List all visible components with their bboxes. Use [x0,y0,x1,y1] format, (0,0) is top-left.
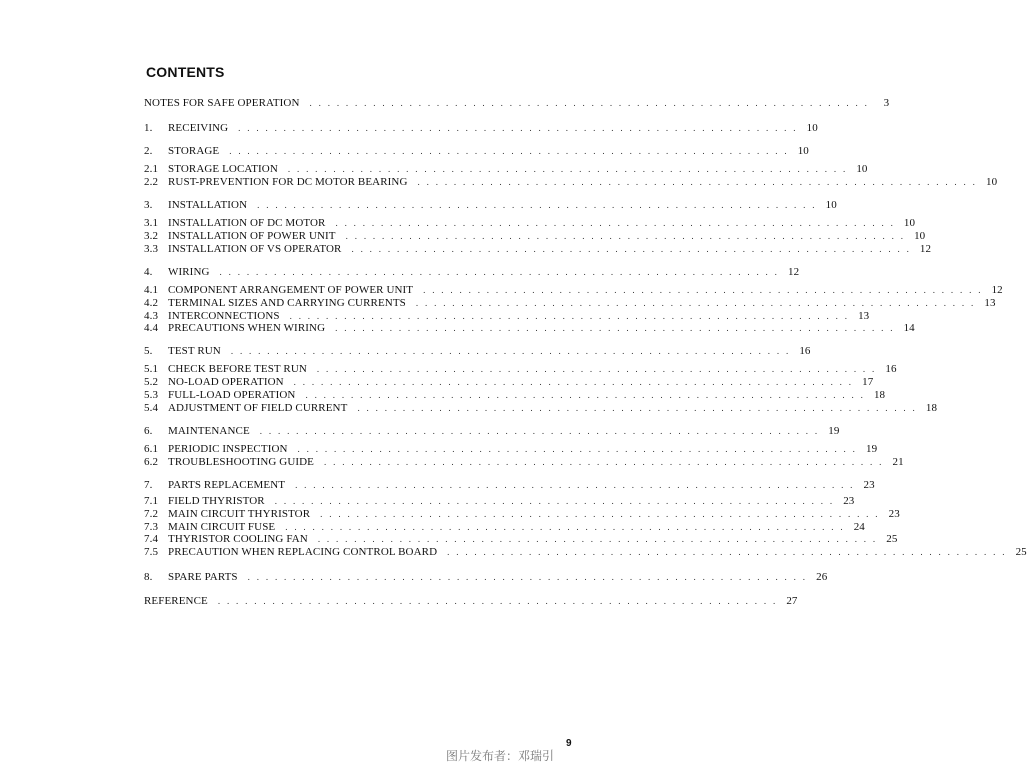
toc-entry-label: STORAGE LOCATION [168,163,278,175]
toc-entry-number: 5.2 [144,376,159,388]
dot-leader: . . . . . . . . . . . . . . . . . . . . . . . . . . . . . . . . . . . . . . . . . . . . . . . . . . . . . . . . . . . . . . [238,123,798,133]
toc-entry-label: INSTALLATION OF VS OPERATOR [168,243,342,255]
toc-entry-number: 5.4 [144,402,159,414]
toc-entry [144,345,811,358]
toc-entry-page: 16 [885,363,897,375]
dot-leader: . . . . . . . . . . . . . . . . . . . . . . . . . . . . . . . . . . . . . . . . . . . . . . . . . . . . . . . . . . . . . . [316,364,877,374]
toc-entry-page: 16 [799,345,811,357]
page-number: 9 [566,738,572,749]
toc-entry-label: INTERCONNECTIONS [168,310,280,322]
toc-entry-label: COMPONENT ARRANGEMENT OF POWER UNIT [168,284,414,296]
toc-entry-number: 7. [144,479,153,491]
toc-entry-number: 5.1 [144,363,159,375]
dot-leader: . . . . . . . . . . . . . . . . . . . . . . . . . . . . . . . . . . . . . . . . . . . . . . . . . . . . . . . . . . . . . . [230,346,791,356]
toc-entry-label: FIELD THYRISTOR [168,495,265,507]
toc-entry-number: 1. [144,122,153,134]
toc-entry-page: 24 [853,521,865,533]
toc-entry [144,533,898,546]
dot-leader: . . . . . . . . . . . . . . . . . . . . . . . . . . . . . . . . . . . . . . . . . . . . . . . . . . . . . . . . . . . . . . [289,311,850,321]
dot-leader: . . . . . . . . . . . . . . . . . . . . . . . . . . . . . . . . . . . . . . . . . . . . . . . . . . . . . . . . . . . . . . [317,534,878,544]
toc-entry-label: FULL-LOAD OPERATION [168,389,296,401]
dot-leader: . . . . . . . . . . . . . . . . . . . . . . . . . . . . . . . . . . . . . . . . . . . . . . . . . . . . . . . . . . . . . . [297,444,858,454]
toc-entry-number: 8. [144,571,153,583]
toc-entry-page: 10 [914,230,926,242]
toc-entry-page: 19 [866,443,878,455]
dot-leader: . . . . . . . . . . . . . . . . . . . . . . . . . . . . . . . . . . . . . . . . . . . . . . . . . . . . . . . . . . . . . . [320,509,880,519]
toc-entry-number: 4.3 [144,310,159,322]
dot-leader: . . . . . . . . . . . . . . . . . . . . . . . . . . . . . . . . . . . . . . . . . . . . . . . . . . . . . . . . . . . . . . [287,164,848,174]
toc-entry-page: 14 [903,322,915,334]
toc-entry [144,176,998,189]
toc-entry-label: CHECK BEFORE TEST RUN [168,363,307,375]
toc-entry [144,122,818,135]
toc-entry-page: 10 [903,217,916,229]
toc-entry-page: 13 [984,297,996,309]
toc-entry-number: 4.1 [144,284,159,296]
toc-entry-page: 10 [985,176,998,188]
toc-entry [144,297,996,310]
toc-entry-label: INSTALLATION OF DC MOTOR [168,217,326,229]
toc-entry [144,199,837,212]
toc-entry [144,217,916,230]
toc-entry [144,363,897,376]
toc-entry-number: 3.1 [144,217,159,229]
dot-leader: . . . . . . . . . . . . . . . . . . . . . . . . . . . . . . . . . . . . . . . . . . . . . . . . . . . . . . . . . . . . . . [295,480,855,490]
toc-entry-page: 17 [862,376,874,388]
toc-entry-label: INSTALLATION OF POWER UNIT [168,230,336,242]
toc-entry-label: PERIODIC INSPECTION [168,443,288,455]
toc-entry-number: 5.3 [144,389,159,401]
toc-entry-page: 10 [797,145,809,157]
dot-leader: . . . . . . . . . . . . . . . . . . . . . . . . . . . . . . . . . . . . . . . . . . . . . . . . . . . . . . . . . . . . . . [229,146,789,156]
toc-entry [144,284,1003,297]
toc-entry-label: MAIN CIRCUIT FUSE [168,521,276,533]
toc-entry [144,495,855,508]
dot-leader: . . . . . . . . . . . . . . . . . . . . . . . . . . . . . . . . . . . . . . . . . . . . . . . . . . . . . . . . . . . . . . [293,377,854,387]
toc-entry-page: 23 [843,495,855,507]
toc-entry-number: 7.5 [144,546,159,558]
toc-entry [144,443,878,456]
toc-entry-number: 4. [144,266,153,278]
toc-entry [144,571,828,584]
toc-entry-number: 2.1 [144,163,159,175]
toc-entry-label: NO-LOAD OPERATION [168,376,284,388]
toc-entry-number: 7.1 [144,495,159,507]
page-title: CONTENTS [146,64,225,80]
dot-leader: . . . . . . . . . . . . . . . . . . . . . . . . . . . . . . . . . . . . . . . . . . . . . . . . . . . . . . . . . . . . . . [335,218,896,228]
toc-entry-page: 21 [892,456,904,468]
toc-entry [144,402,938,415]
dot-leader: . . . . . . . . . . . . . . . . . . . . . . . . . . . . . . . . . . . . . . . . . . . . . . . . . . . . . . . . . . . . . . [324,457,884,467]
toc-entry-page: 23 [863,479,875,491]
toc-entry-number: 7.3 [144,521,159,533]
toc-entry-page: 25 [886,533,898,545]
toc-entry-label: RECEIVING [168,122,229,134]
toc-entry-label: PRECAUTION WHEN REPLACING CONTROL BOARD [168,546,438,558]
toc-entry-label: MAIN CIRCUIT THYRISTOR [168,508,311,520]
toc-entry-label: RUST-PREVENTION FOR DC MOTOR BEARING [168,176,408,188]
toc-entry [144,456,904,469]
dot-leader: . . . . . . . . . . . . . . . . . . . . . . . . . . . . . . . . . . . . . . . . . . . . . . . . . . . . . . . . . . . . . . [345,231,906,241]
toc-entry-page: 26 [816,571,828,583]
toc-entry-page: 12 [919,243,932,255]
dot-leader: . . . . . . . . . . . . . . . . . . . . . . . . . . . . . . . . . . . . . . . . . . . . . . . . . . . . . . . . . . . . . . [417,177,978,187]
toc-entry-label: TERMINAL SIZES AND CARRYING CURRENTS [168,297,406,309]
toc-entry-number: 3. [144,199,153,211]
toc-entry-number: 4.4 [144,322,159,334]
toc-entry [144,595,798,608]
toc-entry-label: MAINTENANCE [168,425,250,437]
dot-leader: . . . . . . . . . . . . . . . . . . . . . . . . . . . . . . . . . . . . . . . . . . . . . . . . . . . . . . . . . . . . . . [274,496,835,506]
toc-entry-page: 10 [825,199,837,211]
toc-entry-number: 4.2 [144,297,159,309]
toc-entry-label: NOTES FOR SAFE OPERATION [144,97,300,109]
toc-entry [144,243,932,256]
toc-entry-label: WIRING [168,266,210,278]
toc-entry-page: 18 [925,402,938,414]
toc-entry [144,376,874,389]
dot-leader: . . . . . . . . . . . . . . . . . . . . . . . . . . . . . . . . . . . . . . . . . . . . . . . . . . . . . . . . . . . . . . [217,596,778,606]
toc-entry-label: TROUBLESHOOTING GUIDE [168,456,315,468]
dot-leader: . . . . . . . . . . . . . . . . . . . . . . . . . . . . . . . . . . . . . . . . . . . . . . . . . . . . . . . . . . . . . . [247,572,808,582]
toc-entry-page: 27 [786,595,798,607]
toc-entry-number: 7.2 [144,508,159,520]
dot-leader: . . . . . . . . . . . . . . . . . . . . . . . . . . . . . . . . . . . . . . . . . . . . . . . . . . . . . . . . . . . . . . [447,547,1007,557]
toc-entry [144,389,886,402]
toc-entry-number: 6.2 [144,456,159,468]
toc-entry-label: ADJUSTMENT OF FIELD CURRENT [168,402,348,414]
toc-entry-page: 10 [806,122,818,134]
toc-entry-page: 3 [883,97,890,109]
dot-leader: . . . . . . . . . . . . . . . . . . . . . . . . . . . . . . . . . . . . . . . . . . . . . . . . . . . . . . . . . . . . . . [309,98,870,108]
dot-leader: . . . . . . . . . . . . . . . . . . . . . . . . . . . . . . . . . . . . . . . . . . . . . . . . . . . . . . . . . . . . . . [259,426,820,436]
toc-entry-page: 23 [888,508,900,520]
toc-entry [144,163,868,176]
toc-entry-label: SPARE PARTS [168,571,238,583]
toc-entry-number: 3.3 [144,243,159,255]
dot-leader: . . . . . . . . . . . . . . . . . . . . . . . . . . . . . . . . . . . . . . . . . . . . . . . . . . . . . . . . . . . . . . [305,390,866,400]
toc-entry-page: 18 [873,389,886,401]
dot-leader: . . . . . . . . . . . . . . . . . . . . . . . . . . . . . . . . . . . . . . . . . . . . . . . . . . . . . . . . . . . . . . [219,267,780,277]
toc-entry-label: STORAGE [168,145,220,157]
toc-entry [144,322,915,335]
toc-entry-label: PRECAUTIONS WHEN WIRING [168,322,326,334]
toc-entry-page: 25 [1015,546,1027,558]
toc-entry-page: 10 [856,163,868,175]
toc-entry-page: 13 [858,310,870,322]
toc-entry-label: INSTALLATION [168,199,248,211]
toc-entry-label: THYRISTOR COOLING FAN [168,533,308,545]
dot-leader: . . . . . . . . . . . . . . . . . . . . . . . . . . . . . . . . . . . . . . . . . . . . . . . . . . . . . . . . . . . . . . [285,522,845,532]
dot-leader: . . . . . . . . . . . . . . . . . . . . . . . . . . . . . . . . . . . . . . . . . . . . . . . . . . . . . . . . . . . . . . [351,244,912,254]
toc-entry-page: 19 [828,425,840,437]
toc-entry-number: 5. [144,345,153,357]
toc-entry [144,230,926,243]
toc-entry-number: 2. [144,145,153,157]
dot-leader: . . . . . . . . . . . . . . . . . . . . . . . . . . . . . . . . . . . . . . . . . . . . . . . . . . . . . . . . . . . . . . [357,403,918,413]
dot-leader: . . . . . . . . . . . . . . . . . . . . . . . . . . . . . . . . . . . . . . . . . . . . . . . . . . . . . . . . . . . . . . [415,298,976,308]
toc-entry-label: PARTS REPLACEMENT [168,479,286,491]
toc-entry-number: 7.4 [144,533,159,545]
toc-entry-page: 12 [991,284,1003,296]
toc-entry-number: 6.1 [144,443,159,455]
toc-entry [144,425,840,438]
dot-leader: . . . . . . . . . . . . . . . . . . . . . . . . . . . . . . . . . . . . . . . . . . . . . . . . . . . . . . . . . . . . . . [257,200,817,210]
toc-entry-number: 3.2 [144,230,159,242]
dot-leader: . . . . . . . . . . . . . . . . . . . . . . . . . . . . . . . . . . . . . . . . . . . . . . . . . . . . . . . . . . . . . . [335,323,895,333]
image-credit: 图片发布者：邓瑞引 [446,749,555,763]
toc-entry-page: 12 [788,266,800,278]
toc-entry [144,97,890,110]
toc-entry-label: TEST RUN [168,345,221,357]
toc-entry [144,508,900,521]
toc-entry [144,479,875,492]
toc-entry [144,546,1027,559]
toc-entry-number: 6. [144,425,153,437]
toc-entry-number: 2.2 [144,176,159,188]
toc-entry-label: REFERENCE [144,595,208,607]
toc-entry [144,266,800,279]
toc-entry [144,145,809,158]
dot-leader: . . . . . . . . . . . . . . . . . . . . . . . . . . . . . . . . . . . . . . . . . . . . . . . . . . . . . . . . . . . . . . [423,285,983,295]
